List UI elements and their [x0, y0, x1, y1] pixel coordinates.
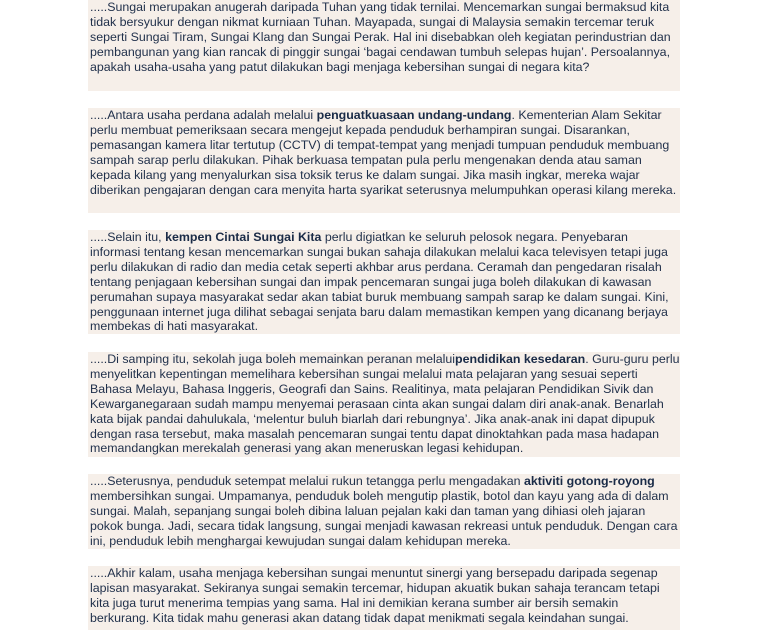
paragraph-gotong-royong — [88, 474, 680, 549]
paragraph-text: .....Sungai merupakan anugerah daripada Tuhan yang tidak ternilai. Mencemarkan sungai bermaksud kita tidak bersyukur dengan nikmat kurniaan Tuhan. Mayapada, sungai di Malaysia semakin tercemar teruk seperti Sungai Tiram, Sungai Klang dan Sungai Perak. Hal ini disebabkan oleh kegiatan perindustrian dan pembangunan yang kian rancak di pinggir sungai ‘bagai cendawan tumbuh selepas hujan’. Persoalannya, apakah usaha-usaha yang patut dilakukan bagi menjaga kebersihan sungai di negara kita? — [90, 0, 671, 74]
paragraph-text: .....Di samping itu, sekolah juga boleh memainkan peranan melalui — [90, 352, 456, 366]
paragraph-text: .....Selain itu, — [90, 230, 166, 244]
paragraph-text: .....Antara usaha perdana adalah melalui — [90, 108, 317, 122]
paragraph-text: .....Akhir kalam, usaha menjaga kebersihan sungai menuntut sinergi yang bersepadu daripada segenap lapisan masyarakat. Sekiranya sungai semakin tercemar, hidupan akuatik bukan sahaja terancam tetapi kita juga turut menerima tempias yang sama. Hal ini demikian kerana sumber air bersih semakin berkurang. Kita tidak mahu generasi akan datang tidak dapat menikmati segala keindahan sungai. — [90, 566, 660, 625]
paragraph-law-enforcement — [88, 108, 680, 213]
paragraph-introduction — [88, 0, 680, 91]
paragraph-education — [88, 352, 680, 457]
paragraph-keyword: kempen Cintai Sungai Kita — [165, 230, 322, 244]
paragraph-text-rest: . Kementerian Alam Sekitar perlu membuat pemeriksaan secara mengejut kepada penduduk berhampiran sungai. Disarankan, pemasangan kamera litar tertutup (CCTV) di tempat-tempat yang menjadi tumpuan penduduk membuang sampah sarap perlu dilakukan. Pihak berkuasa tempatan pula perlu mengenakan denda atau saman kepada kilang yang menyalurkan sisa toksik terus ke dalam sungai. Jika masih ingkar, mereka wajar diberikan pengajaran dengan cara menyita harta syarikat seterusnya melumpuhkan operasi kilang mereka. — [90, 108, 677, 197]
paragraph-campaign — [88, 230, 680, 334]
paragraph-keyword: aktiviti gotong-royong — [523, 474, 655, 488]
paragraph-text: .....Seterusnya, penduduk setempat melalui rukun tetangga perlu mengadakan — [90, 474, 524, 488]
paragraph-text-rest: perlu digiatkan ke seluruh pelosok negara. Penyebaran informasi tentang kesan mencemarkan sungai bukan sahaja dilakukan melalui kaca televisyen tetapi juga perlu dilakukan di radio dan media cetak seperti akhbar arus perdana. Ceramah dan pengedaran risalah tentang penjagaan kebersihan sungai dan impak pencemaran sungai juga boleh dilakukan di kawasan perumahan supaya masyarakat sedar akan tabiat buruk membuang sampah sarap ke dalam sungai. Kini, penggunaan internet juga dilihat sebagai senjata baru dalam memastikan kempen yang dicanang berjaya membekas di hati masyarakat. — [90, 230, 669, 334]
paragraph-keyword: penguatkuasaan undang-undang — [316, 108, 512, 122]
paragraph-text-rest: membersihkan sungai. Umpamanya, penduduk boleh mengutip plastik, botol dan kayu yang ada di dalam sungai. Malah, sepanjang sungai boleh dibina laluan pejalan kaki dan taman yang dihiasi oleh jajaran pokok bunga. Jadi, secara tidak langsung, sungai menjadi kawasan rekreasi untuk penduduk. Dengan cara ini, penduduk lebih menghargai kewujudan sungai dalam kehidupan mereka. — [90, 488, 678, 548]
paragraph-conclusion — [88, 566, 680, 630]
paragraph-text-rest: . Guru-guru perlu menyelitkan kepentingan memelihara kebersihan sungai melalui mata pelajaran yang sesuai seperti Bahasa Melayu, Bahasa Inggeris, Geografi dan Sains. Realitinya, mata pelajaran Pendidikan Sivik dan Kewarganegaraan sudah mampu menyemai perasaan cinta akan sungai dalam diri anak-anak. Benarlah kata bijak pandai dahulukala, ‘melentur buluh biarlah dari rebungnya’. Jika anak-anak ini dapat dipupuk dengan rasa tersebut, maka masalah pencemaran sungai tentu dapat dinoktahkan pada masa hadapan memandangkan merekalah generasi yang akan meneruskan legasi kehidupan. — [90, 352, 680, 456]
paragraph-keyword: pendidikan kesedaran — [455, 352, 586, 366]
